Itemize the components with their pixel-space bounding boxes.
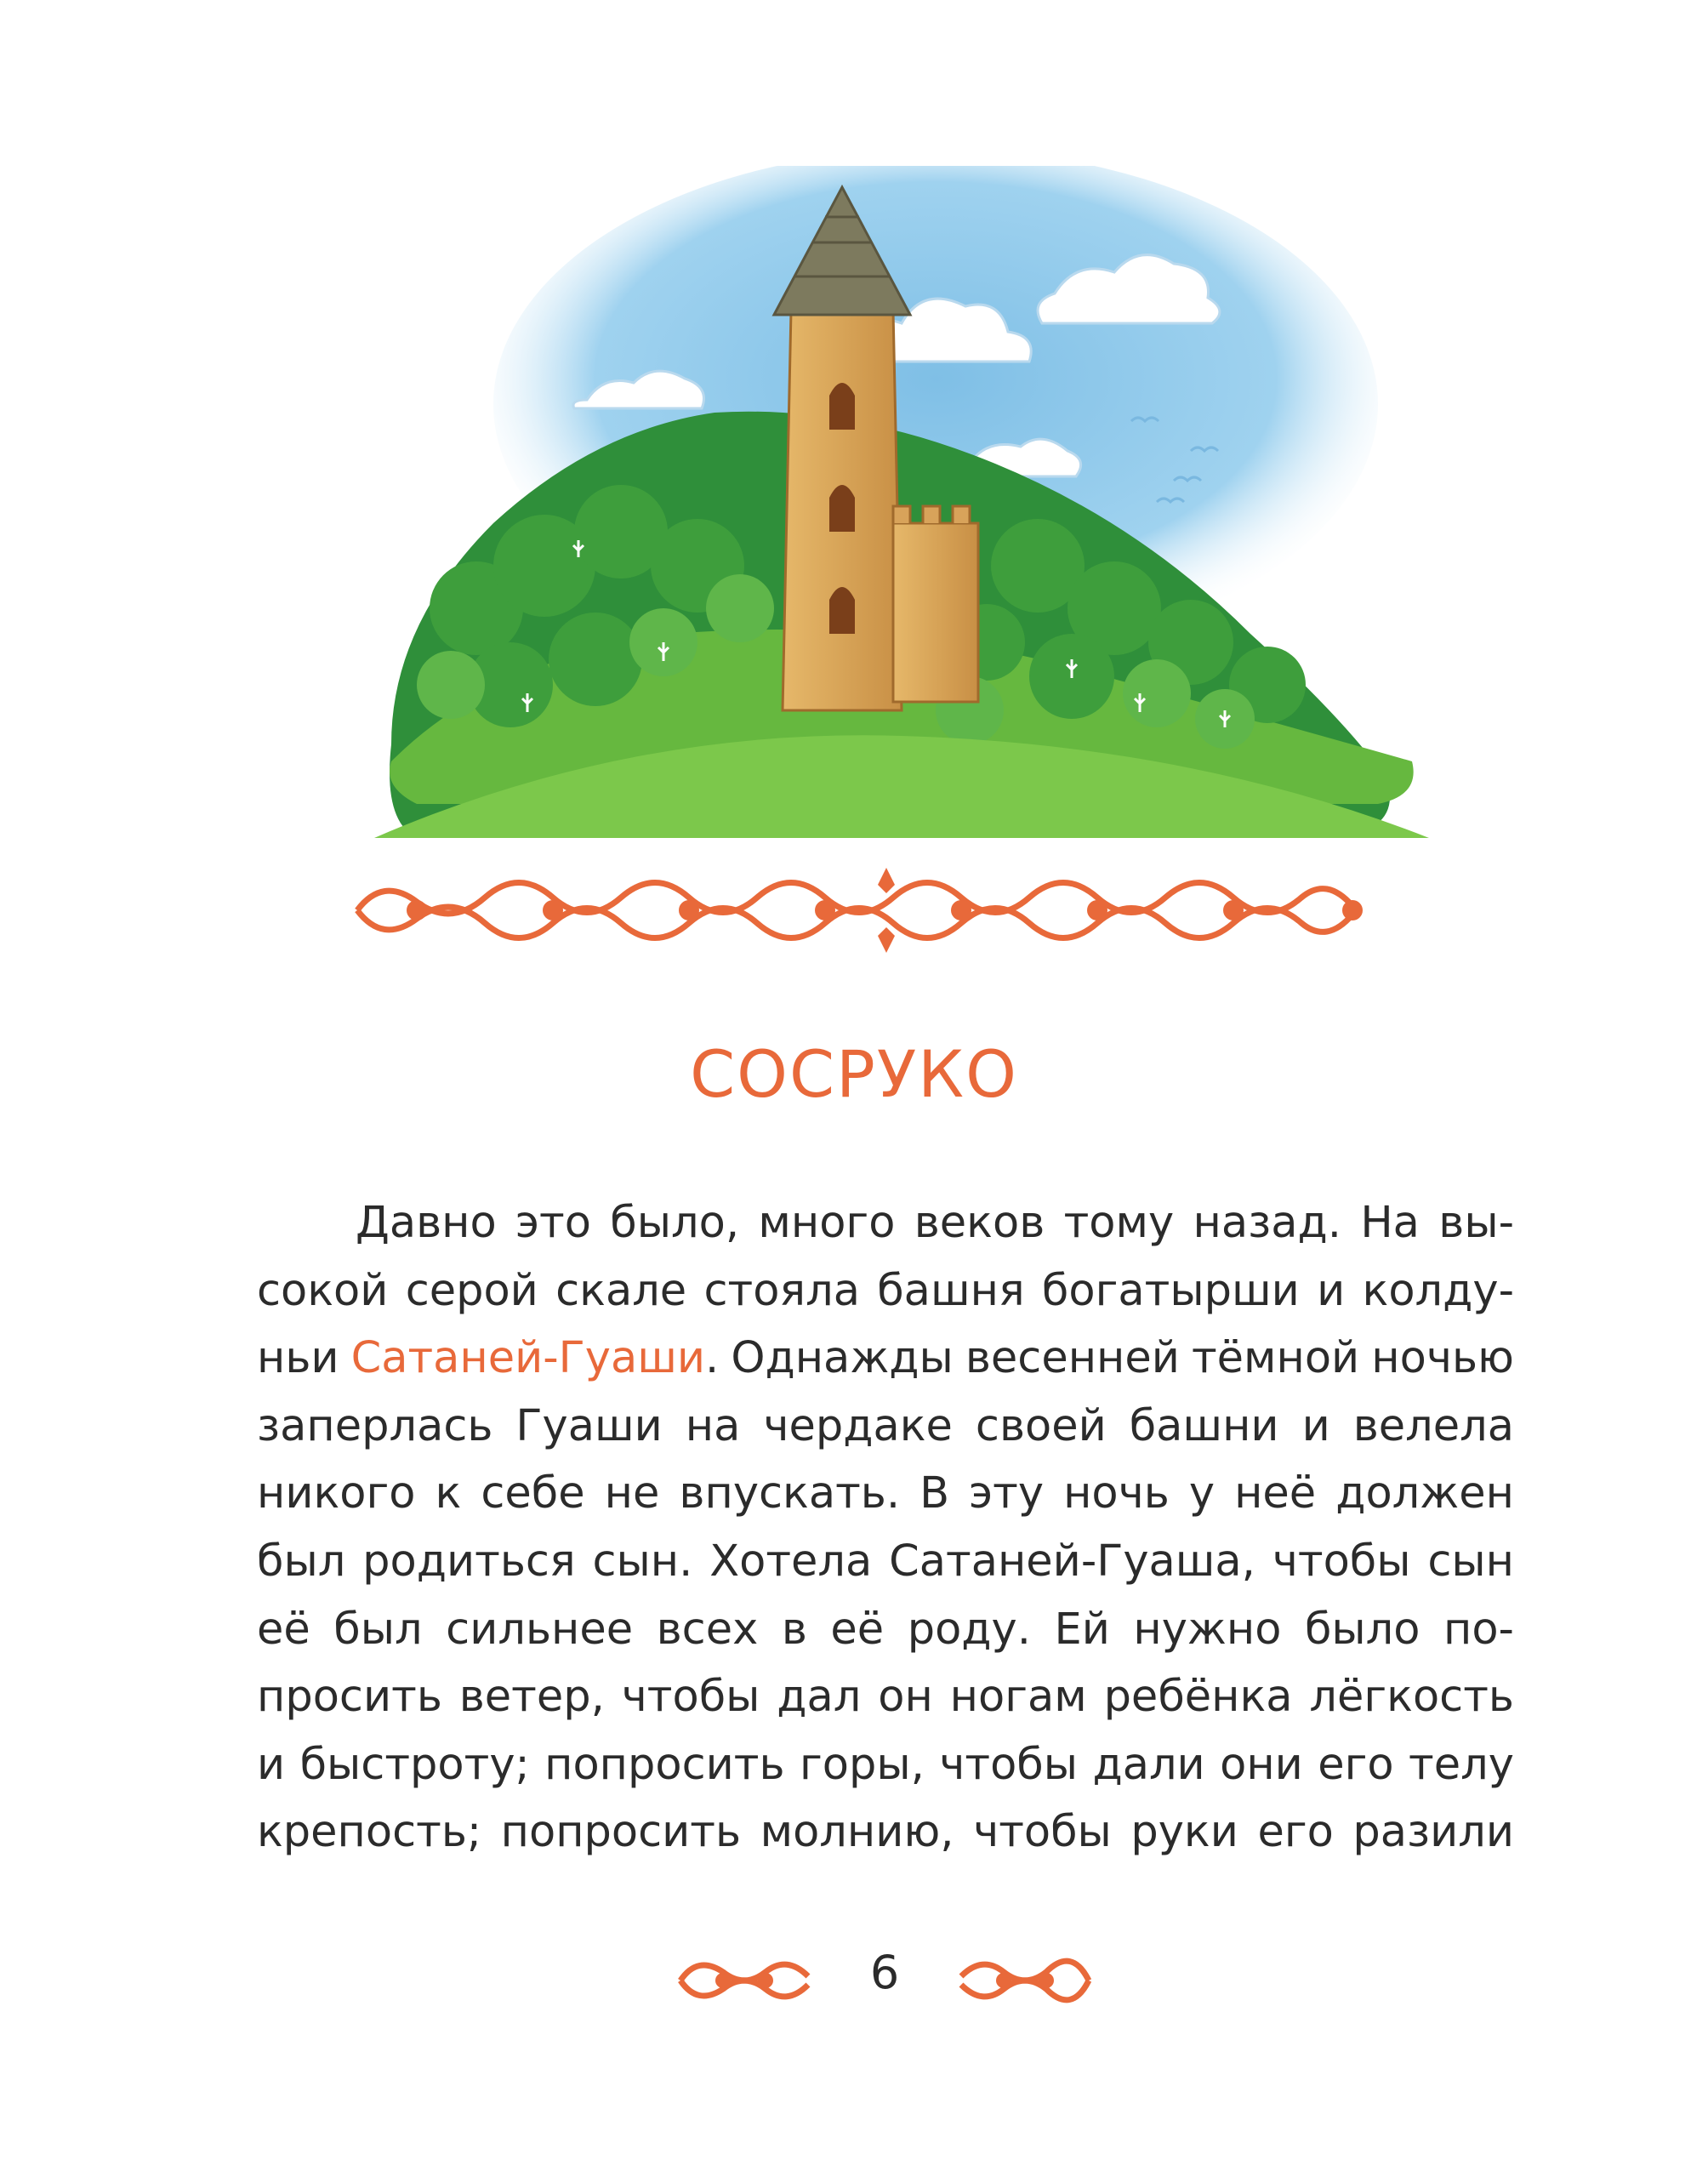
word: заперлась (257, 1400, 493, 1451)
word: крепость; (257, 1807, 482, 1858)
word: дали (1092, 1739, 1205, 1790)
word: в (781, 1604, 807, 1655)
word: В (919, 1468, 950, 1519)
highlighted-name: Сатаней-Гуаши (350, 1333, 706, 1384)
word: Хотела (709, 1536, 873, 1587)
word: сокой (257, 1265, 389, 1316)
orange-ornament-border (349, 863, 1425, 957)
text-line (257, 1798, 1514, 1866)
word: скале (555, 1265, 687, 1316)
text-line (257, 1393, 1514, 1461)
word: веков (914, 1198, 1045, 1248)
word: башня (877, 1265, 1025, 1316)
word: молнию, (760, 1807, 954, 1858)
word: разили (1352, 1807, 1514, 1858)
word: было, (610, 1198, 740, 1248)
word: чтобы (939, 1739, 1079, 1790)
word: и (1317, 1265, 1346, 1316)
word: назад. (1193, 1198, 1341, 1248)
word: стояла (703, 1265, 860, 1316)
word: ребёнка (1103, 1672, 1293, 1723)
word: На (1360, 1198, 1420, 1248)
word: у (1188, 1468, 1216, 1519)
word: нужно (1133, 1604, 1282, 1655)
word: попросить (544, 1739, 785, 1790)
text-line (257, 1731, 1514, 1799)
word: по- (1443, 1604, 1514, 1655)
word: вы- (1438, 1198, 1514, 1248)
word: велела (1352, 1400, 1514, 1451)
word: роду. (907, 1604, 1031, 1655)
word: родиться (362, 1536, 576, 1587)
word: быстроту; (299, 1739, 530, 1790)
right-ornament-icon (953, 1951, 1097, 2010)
word: и (257, 1739, 286, 1790)
word: ньи (257, 1333, 339, 1384)
word: дал (777, 1672, 862, 1723)
text-line (257, 1257, 1514, 1325)
word: лёгкость (1309, 1672, 1514, 1723)
word: тому (1063, 1198, 1175, 1248)
text-line (257, 1460, 1514, 1528)
word: на (685, 1400, 741, 1451)
word: много (758, 1198, 896, 1248)
word: никого (257, 1468, 416, 1519)
page-footer (672, 1942, 1097, 2027)
word: чтобы (973, 1807, 1112, 1858)
word: это (515, 1198, 591, 1248)
word: телу (1409, 1739, 1514, 1790)
text-line (257, 1528, 1514, 1596)
word: ночь (1063, 1468, 1170, 1519)
word (351, 1325, 720, 1393)
word: весенней (965, 1333, 1180, 1384)
word: его (1318, 1739, 1394, 1790)
word: к (435, 1468, 462, 1519)
word: был (257, 1536, 346, 1587)
word: попросить (500, 1807, 742, 1858)
text-line (257, 1663, 1514, 1731)
word: богатырши (1041, 1265, 1300, 1316)
word: сын. (592, 1536, 693, 1587)
body-text (257, 1189, 1514, 1866)
word: был (333, 1604, 423, 1655)
word: просить (257, 1672, 442, 1723)
word: Однажды (731, 1333, 954, 1384)
word: Ей (1054, 1604, 1110, 1655)
word: не (604, 1468, 660, 1519)
word: эту (969, 1468, 1045, 1519)
page-number: 6 (869, 1946, 900, 1999)
word: тёмной (1191, 1333, 1360, 1384)
word: неё (1234, 1468, 1317, 1519)
page-title: СОСРУКО (690, 1036, 1018, 1112)
word: чтобы (621, 1672, 760, 1723)
word: чтобы (1272, 1536, 1411, 1587)
word: и (1301, 1400, 1330, 1451)
word: Гуаши (515, 1400, 663, 1451)
word: колду- (1362, 1265, 1514, 1316)
text-line (257, 1596, 1514, 1664)
word: его (1257, 1807, 1334, 1858)
word: всех (656, 1604, 759, 1655)
left-ornament-icon (672, 1951, 817, 2010)
word: себе (481, 1468, 585, 1519)
word: руки (1130, 1807, 1238, 1858)
word: ночью (1371, 1333, 1514, 1384)
word: башни (1129, 1400, 1279, 1451)
word: её (830, 1604, 885, 1655)
word: сын (1427, 1536, 1514, 1587)
word: должен (1335, 1468, 1514, 1519)
word: они (1220, 1739, 1303, 1790)
tower-on-hill-illustration (374, 166, 1429, 838)
punctuation: . (705, 1333, 720, 1384)
word: чердаке (763, 1400, 953, 1451)
word: сильнее (446, 1604, 634, 1655)
word: ногам (949, 1672, 1087, 1723)
word: Давно (356, 1198, 497, 1248)
text-line (257, 1325, 1514, 1393)
word: впускать. (679, 1468, 901, 1519)
text-line (257, 1189, 1514, 1257)
word: он (878, 1672, 933, 1723)
word: было (1304, 1604, 1420, 1655)
word: Сатаней-Гуаша, (889, 1536, 1255, 1587)
word: её (257, 1604, 310, 1655)
word: ветер, (458, 1672, 605, 1723)
word: своей (975, 1400, 1107, 1451)
word: горы, (799, 1739, 925, 1790)
word: серой (405, 1265, 538, 1316)
